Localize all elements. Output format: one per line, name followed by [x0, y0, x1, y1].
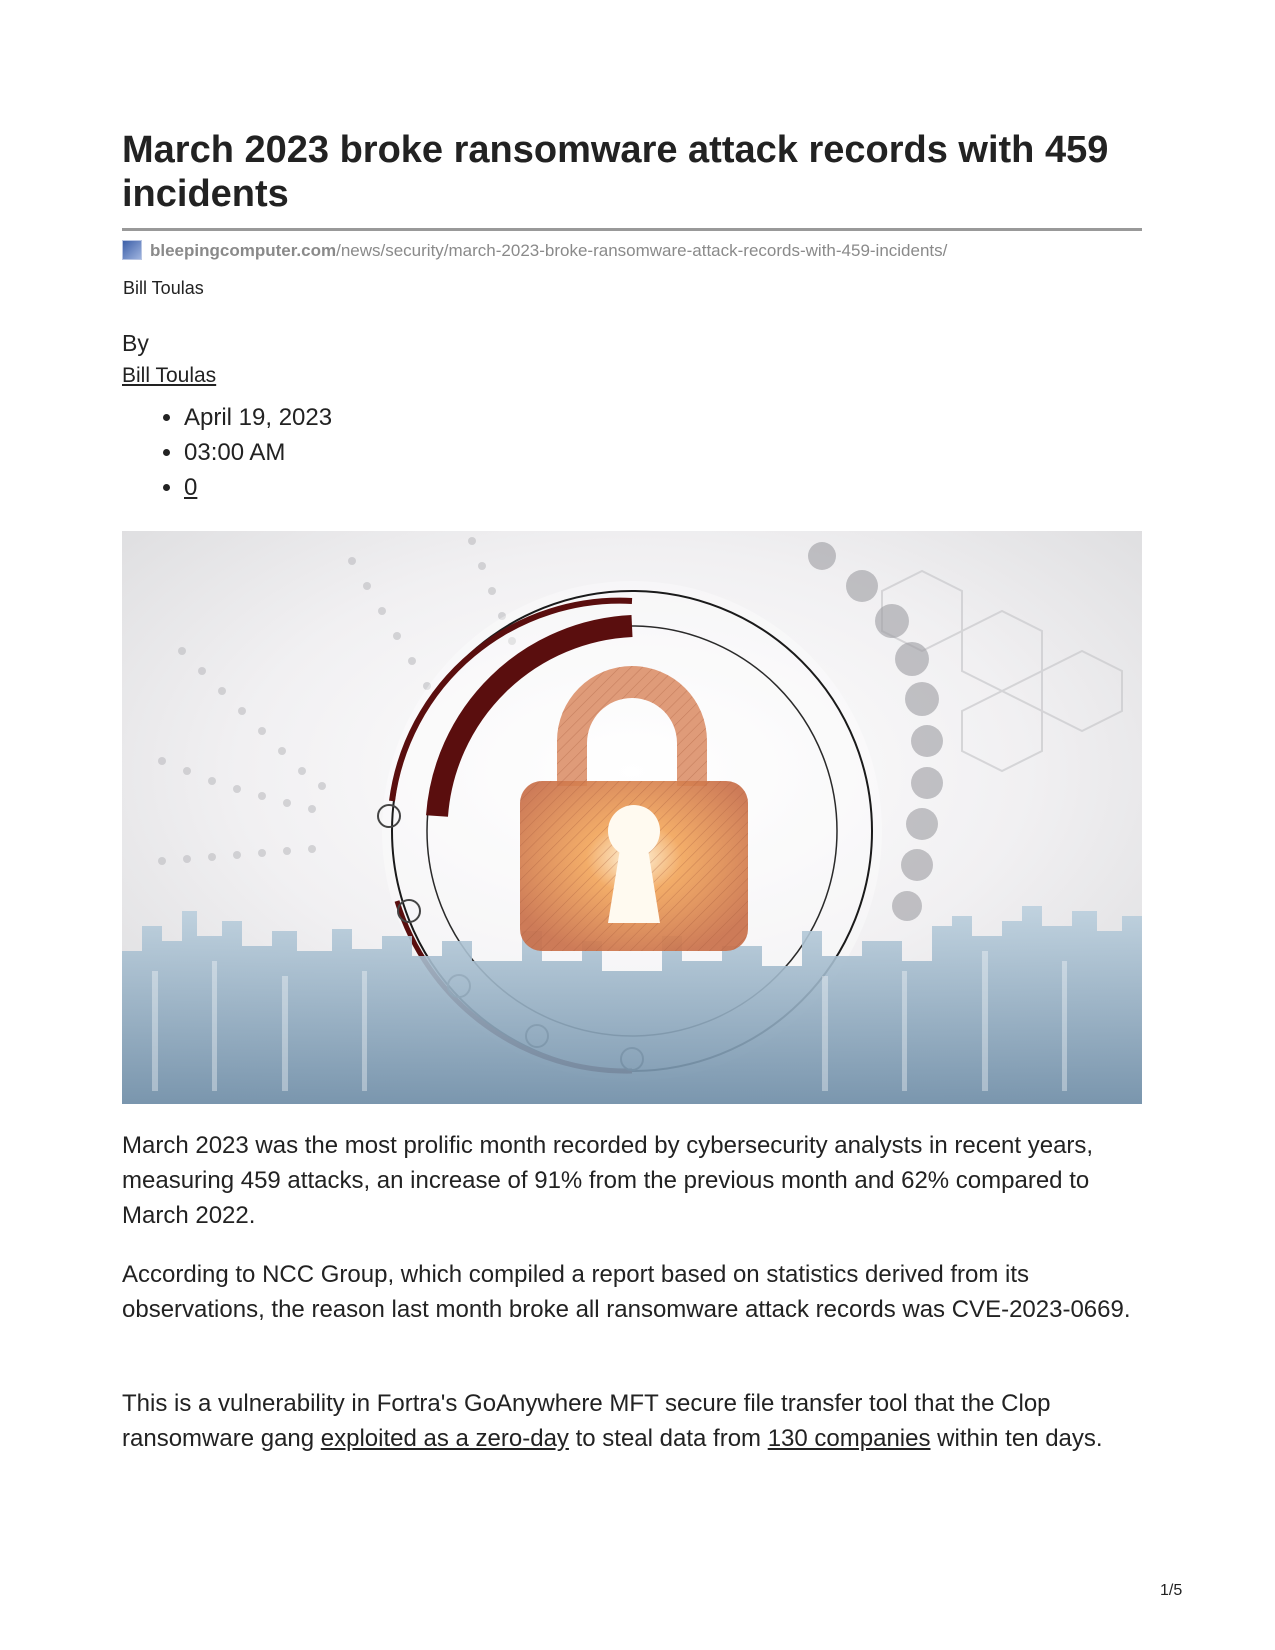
source-path: /news/security/march-2023-broke-ransomware-attack-records-with-459-incidents/	[336, 241, 948, 260]
favicon-icon	[122, 240, 142, 260]
hero-image	[122, 531, 1142, 1104]
paragraph-3	[122, 1386, 1142, 1456]
paragraph-2: According to NCC Group, which compiled a report based on statistics derived from its observations, the reason last month broke all ransomware attack records was CVE-2023-0669.	[122, 1261, 1131, 1323]
author-small: Bill Toulas	[123, 278, 204, 298]
companies-link[interactable]: 130 companies	[767, 1425, 931, 1452]
author-link[interactable]: Bill Toulas	[122, 364, 217, 387]
publish-time: • 03:00 AM	[184, 435, 332, 470]
source-domain: bleepingcomputer.com	[150, 241, 337, 260]
publish-date: • April 19, 2023	[184, 400, 332, 435]
paragraph-3-text-b: to steal data from	[568, 1425, 768, 1452]
article-meta-list	[122, 400, 332, 505]
comment-count-link[interactable]: 0	[184, 474, 198, 501]
paragraph-3-text-a: This is a vulnerability in Fortra's GoAnywhere MFT secure file transfer tool that the Clop ransomware gang	[122, 1390, 1051, 1452]
comment-count-item	[184, 470, 332, 505]
paragraph-1: March 2023 was the most prolific month recorded by cybersecurity analysts in recent years, measuring 459 attacks, an increase of 91% from the previous month and 62% compared to March 2022.	[122, 1132, 1094, 1229]
title-divider	[122, 228, 1142, 231]
article-title: March 2023 broke ransomware attack records with 459 incidents	[122, 129, 1109, 215]
by-label: By	[122, 330, 149, 356]
paragraph-3-text-c: within ten days.	[930, 1425, 1103, 1452]
page-number: 1/5	[1160, 1582, 1183, 1599]
zero-day-link[interactable]: exploited as a zero-day	[320, 1425, 569, 1452]
source-url[interactable]	[122, 240, 947, 262]
